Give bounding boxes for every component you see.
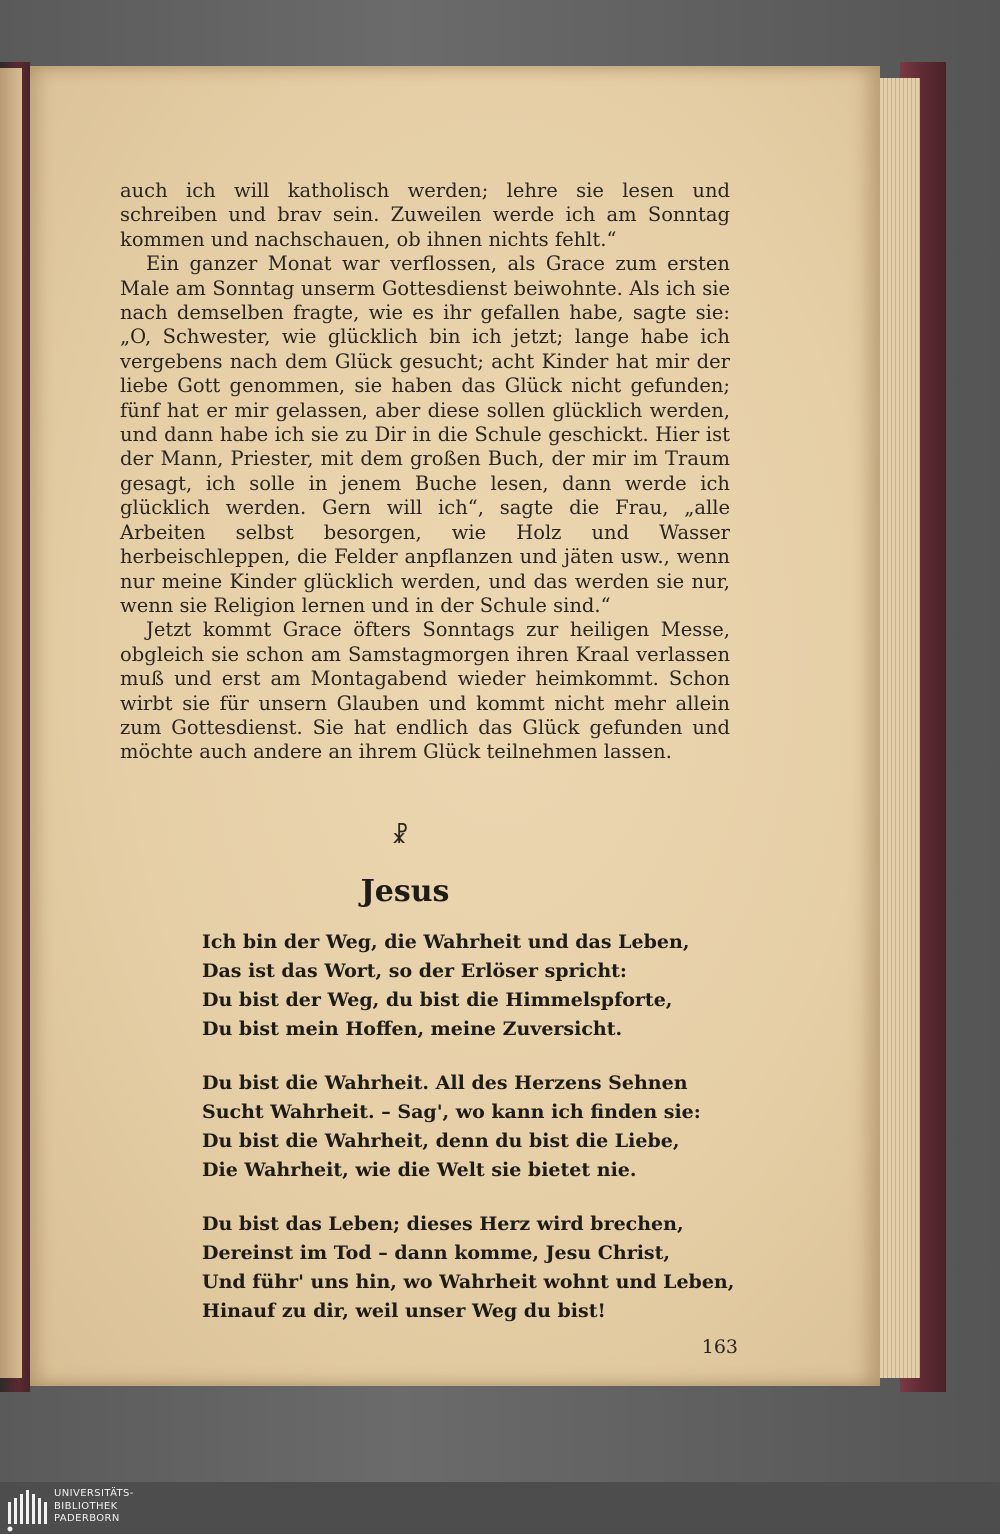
verse-line: Ich bin der Weg, die Wahrheit und das Leben, (202, 931, 690, 953)
previous-page-edge (0, 68, 22, 1378)
paragraph: Ein ganzer Monat war verflossen, als Grace zum ersten Male am Sonntag unserm Gottesdienst beiwohnte. Als ich sie nach demselben fragte, wie es ihr gefallen habe, sagte sie: „O, Schwester, wie glücklich bin ich jetzt; lange habe ich vergebens nach dem Glück gesucht; acht Kinder hat mir der liebe Gott genommen, sie haben das Glück nicht gefunden; fünf hat er mir gelassen, aber diese sollen glücklich werden, und dann habe ich sie zu Dir in die Schule geschickt. Hier ist der Mann, Priester, mit dem großen Buch, der mir im Traum gesagt, ich solle in jenem Buche lesen, dann werde ich glücklich werden. Gern will ich“, sagte die Frau, „alle Arbeiten selbst besorgen, wie Holz und Wasser herbeischleppen, die Felder anpflanzen und jäten usw., wenn nur meine Kinder glücklich werden, und das werden sie nur, wenn sie Religion lernen und in der Schule sind.“ (120, 252, 730, 617)
chi-rho-ornament: ☧ (391, 824, 409, 849)
verse-line: Sucht Wahrheit. – Sag', wo kann ich finden sie: (202, 1101, 701, 1123)
verse-line: Hinauf zu dir, weil unser Weg du bist! (202, 1300, 606, 1322)
prose-text (120, 179, 730, 765)
library-name (54, 1488, 134, 1526)
verse-line: Du bist das Leben; dieses Herz wird brechen, (202, 1213, 684, 1235)
library-name-line: PADERBORN (54, 1513, 120, 1524)
verse-line: Du bist der Weg, du bist die Himmelspforte, (202, 989, 673, 1011)
verse-line: Die Wahrheit, wie die Welt sie bietet nie. (202, 1159, 637, 1181)
verse-line: Und führ' uns hin, wo Wahrheit wohnt und Leben, (202, 1271, 735, 1293)
poem (202, 928, 762, 1351)
book-page (30, 66, 880, 1386)
library-name-line: UNIVERSITÄTS- (54, 1488, 134, 1499)
stanza (202, 928, 762, 1044)
paragraph: auch ich will katholisch werden; lehre sie lesen und schreiben und brav sein. Zuweilen werde ich am Sonntag kommen und nachschauen, ob ihnen nichts fehlt.“ (120, 179, 730, 251)
verse-line: Du bist die Wahrheit. All des Herzens Sehnen (202, 1072, 688, 1094)
paragraph: Jetzt kommt Grace öfters Sonntags zur heiligen Messe, obgleich sie schon am Samstagmorgen ihren Kraal verlassen muß und erst am Montagabend wieder heimkommt. Schon wirbt sie für unsern Glauben und kommt nicht mehr allein zum Gottesdienst. Sie hat endlich das Glück gefunden und möchte auch andere an ihrem Glück teilnehmen lassen. (120, 618, 730, 764)
library-name-line: BIBLIOTHEK (54, 1500, 118, 1512)
stanza (202, 1069, 762, 1185)
verse-line: Das ist das Wort, so der Erlöser spricht: (202, 960, 627, 982)
verse-line: Dereinst im Tod – dann komme, Jesu Christ, (202, 1242, 671, 1264)
stanza (202, 1210, 762, 1326)
library-logo-icon (6, 1488, 50, 1532)
verse-line: Du bist mein Hoffen, meine Zuversicht. (202, 1018, 623, 1040)
verse-line: Du bist die Wahrheit, denn du bist die Liebe, (202, 1130, 680, 1152)
poem-title: Jesus (360, 874, 450, 909)
page-number: 163 (701, 1336, 738, 1358)
library-footer (0, 1482, 1000, 1534)
